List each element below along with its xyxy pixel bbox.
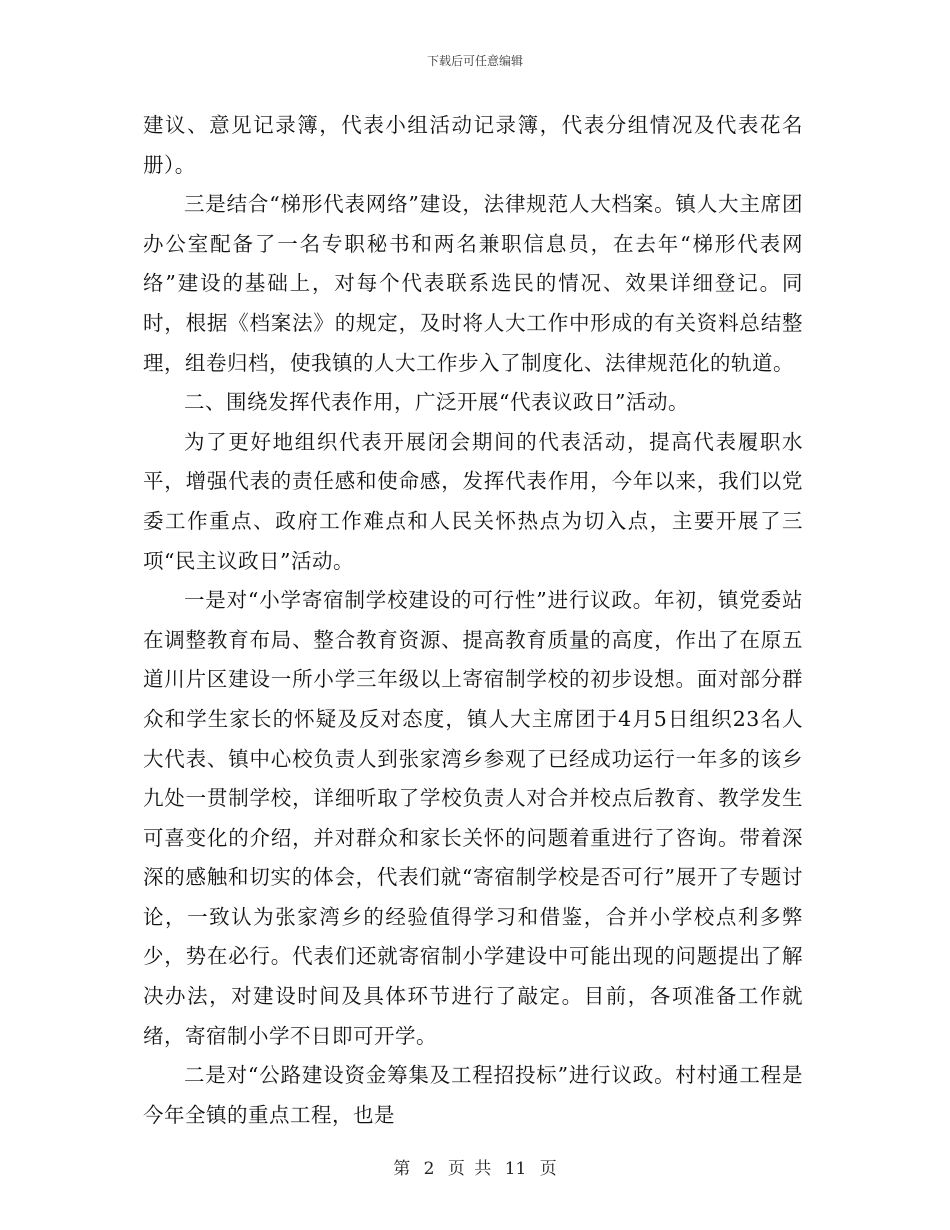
paragraph-5: 二是对“公路建设资金筹集及工程招投标”进行议政。村村通工程是今年全镇的重点工程，也是	[143, 1063, 803, 1127]
footer-middle: 页 共	[447, 1159, 492, 1179]
paragraph-3: 为了更好地组织代表开展闭会期间的代表活动，提高代表履职水平，增强代表的责任感和使命感，发挥代表作用，今年以来，我们以党委工作重点、政府工作难点和人民关怀热点为切入点，主要开展了三项“民主议政日”活动。	[143, 429, 803, 573]
document-body	[143, 106, 803, 1135]
section-heading: 二、围绕发挥代表作用，广泛开展“代表议政日”活动。	[184, 390, 689, 415]
page-header-note: 下载后可任意编辑	[426, 54, 523, 68]
paragraph-1: 建议、意见记录簿，代表小组活动记录簿，代表分组情况及代表花名册）。	[143, 113, 803, 177]
footer-total-pages: 11	[504, 1159, 527, 1179]
footer-prefix: 第	[393, 1159, 411, 1179]
footer-page-number: 2	[423, 1159, 435, 1179]
paragraph-4: 一是对“小学寄宿制学校建设的可行性”进行议政。年初，镇党委站在调整教育布局、整合教育资源、提高教育质量的高度，作出了在原五道川片区建设一所小学三年级以上寄宿制学校的初步设想。面对部分群众和学生家长的怀疑及反对态度，镇人大主席团于4月5日组织23名人大代表、镇中心校负责人到张家湾乡参观了已经成功运行一年多的该乡九处一贯制学校，详细听取了学校负责人对合并校点后教育、教学发生可喜变化的介绍，并对群众和家长关怀的问题着重进行了咨询。带着深深的感触和切实的体会，代表们就“寄宿制学校是否可行”展开了专题讨论，一致认为张家湾乡的经验值得学习和借鉴，合并小学校点利多弊少，势在必行。代表们还就寄宿制小学建设中可能出现的问题提出了解决办法，对建设时间及具体环节进行了敲定。目前，各项准备工作就绪，寄宿制小学不日即可开学。	[143, 588, 803, 1048]
footer-suffix: 页	[539, 1159, 557, 1179]
page-footer	[0, 1154, 950, 1179]
paragraph-2: 三是结合“梯形代表网络”建设，法律规范人大档案。镇人大主席团办公室配备了一名专职秘书和两名兼职信息员，在去年“梯形代表网络”建设的基础上，对每个代表联系选民的情况、效果详细登记。同时，根据《档案法》的规定，及时将人大工作中形成的有关资料总结整理，组卷归档，使我镇的人大工作步入了制度化、法律规范化的轨道。	[143, 192, 803, 375]
